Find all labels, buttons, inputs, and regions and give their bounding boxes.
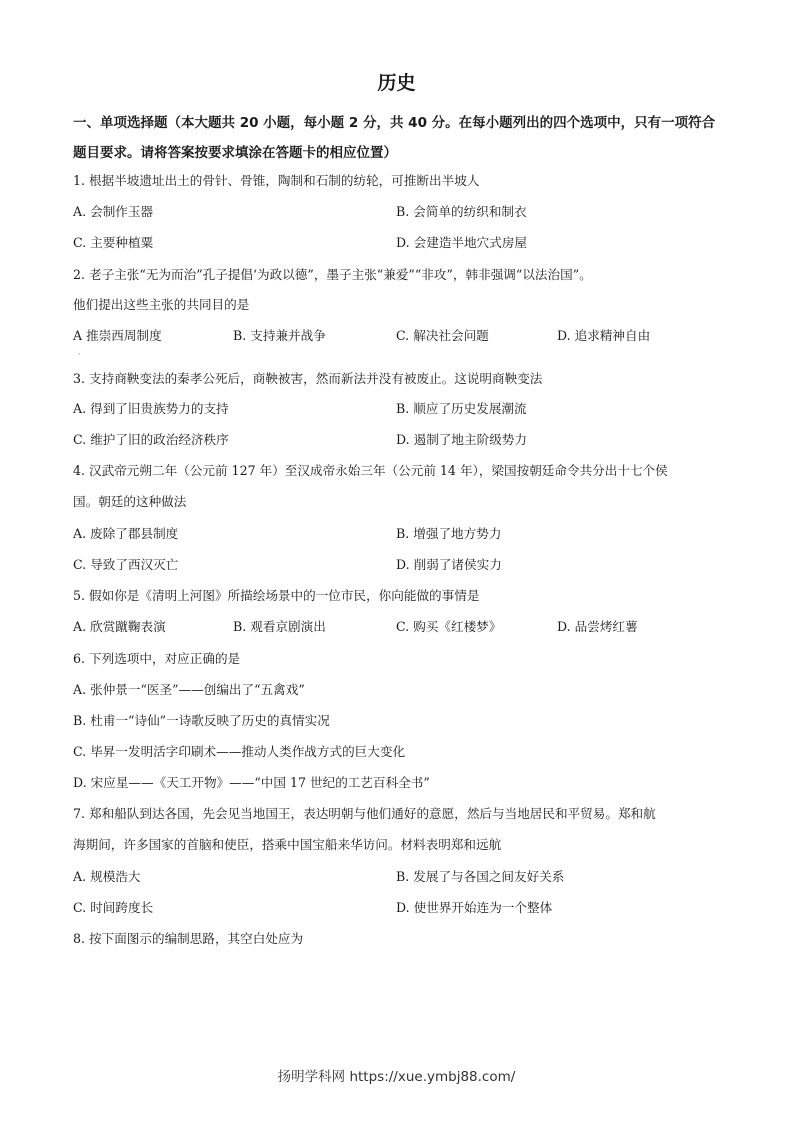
q6-option-d: D. 宋应星——《天工开物》——“中国 17 世纪的工艺百科全书” bbox=[73, 775, 430, 790]
q4-option-b: B. 增强了地方势力 bbox=[396, 526, 502, 541]
q7-option-b: B. 发展了与各国之间友好关系 bbox=[396, 869, 565, 884]
q1-option-a: A. 会制作玉器 bbox=[73, 204, 154, 219]
q6-option-b: B. 杜甫一“诗仙”一诗歌反映了历史的真情实况 bbox=[73, 713, 330, 728]
question-7-stem-line-1: 7. 郑和船队到达各国，先会见当地国王，表达明朝与他们通好的意愿，然后与当地居民和平贸易。郑和航 bbox=[73, 806, 656, 821]
question-6-stem: 6. 下列选项中，对应正确的是 bbox=[73, 651, 241, 666]
q4-option-d: D. 削弱了诸侯实力 bbox=[396, 557, 502, 572]
question-1-stem: 1. 根据半坡遗址出土的骨针、骨锥，陶制和石制的纺轮，可推断出半坡人 bbox=[73, 173, 480, 188]
q5-option-b: B. 观看京剧演出 bbox=[233, 619, 326, 634]
q1-option-b: B. 会简单的纺织和制衣 bbox=[396, 204, 527, 219]
q7-option-d: D. 使世界开始连为一个整体 bbox=[396, 900, 553, 915]
question-3-stem: 3. 支持商鞅变法的秦孝公死后，商鞅被害，然而新法并没有被废止。这说明商鞅变法 bbox=[73, 371, 543, 386]
q1-option-c: C. 主要种植粟 bbox=[73, 235, 154, 250]
stray-mark: · bbox=[78, 350, 81, 359]
q3-option-d: D. 遏制了地主阶级势力 bbox=[396, 432, 527, 447]
q2-option-b: B. 支持兼并战争 bbox=[233, 328, 326, 343]
q2-option-c: C. 解决社会问题 bbox=[396, 328, 489, 343]
q5-option-c: C. 购买《红楼梦》 bbox=[396, 619, 502, 634]
q7-option-c: C. 时间跨度长 bbox=[73, 900, 154, 915]
question-2-stem-line-1: 2. 老子主张“无为而治”孔子提倡‘为政以德”，墨子主张“兼爱”“非攻”，韩非强调“以法治国”。 bbox=[73, 267, 592, 282]
q5-option-a: A. 欣赏蹴鞠表演 bbox=[73, 619, 166, 634]
footer-watermark: 扬明学科网 https://xue.ymbj88.com/ bbox=[277, 1069, 516, 1085]
section-heading: 一、单项选择题（本大题共 20 小题，每小题 2 分，共 40 分。在每小题列出的四个选项中，只有一项符合题目要求。请将答案按要求填涂在答题卡的相应位置） bbox=[73, 115, 716, 161]
question-7-stem-line-2: 海期间，许多国家的首脑和使臣，搭乘中国宝船来华访问。材料表明郑和远航 bbox=[73, 837, 502, 852]
q3-option-b: B. 顺应了历史发展潮流 bbox=[396, 401, 527, 416]
question-4-stem-line-1: 4. 汉武帝元朔二年（公元前 127 年）至汉成帝永始三年（公元前 14 年），梁国按朝廷命令共分出十七个侯 bbox=[73, 463, 668, 478]
q5-option-d: D. 品尝烤红薯 bbox=[557, 619, 638, 634]
q2-option-a: A 推崇西周制度 bbox=[73, 328, 162, 343]
question-4-stem-line-2: 国。朝廷的这种做法 bbox=[73, 494, 187, 509]
q4-option-a: A. 废除了郡县制度 bbox=[73, 526, 179, 541]
q3-option-c: C. 维护了旧的政治经济秩序 bbox=[73, 432, 229, 447]
question-5-stem: 5. 假如你是《清明上河图》所描绘场景中的一位市民，你向能做的事情是 bbox=[73, 588, 480, 603]
page-title: 历史 bbox=[377, 72, 416, 94]
q6-option-a: A. 张仲景一“医圣”——创编出了“五禽戏” bbox=[73, 682, 305, 697]
q6-option-c: C. 毕昇一发明活字印刷术——推动人类作战方式的巨大变化 bbox=[73, 744, 406, 759]
q4-option-c: C. 导致了西汉灭亡 bbox=[73, 557, 179, 572]
question-8-stem: 8. 按下面图示的编制思路，其空白处应为 bbox=[73, 931, 304, 946]
q7-option-a: A. 规模浩大 bbox=[73, 869, 141, 884]
q3-option-a: A. 得到了旧贵族势力的支持 bbox=[73, 401, 229, 416]
question-2-stem-line-2: 他们提出这些主张的共同目的是 bbox=[73, 297, 250, 312]
q1-option-d: D. 会建造半地穴式房屋 bbox=[396, 235, 527, 250]
q2-option-d: D. 追求精神自由 bbox=[557, 328, 651, 343]
